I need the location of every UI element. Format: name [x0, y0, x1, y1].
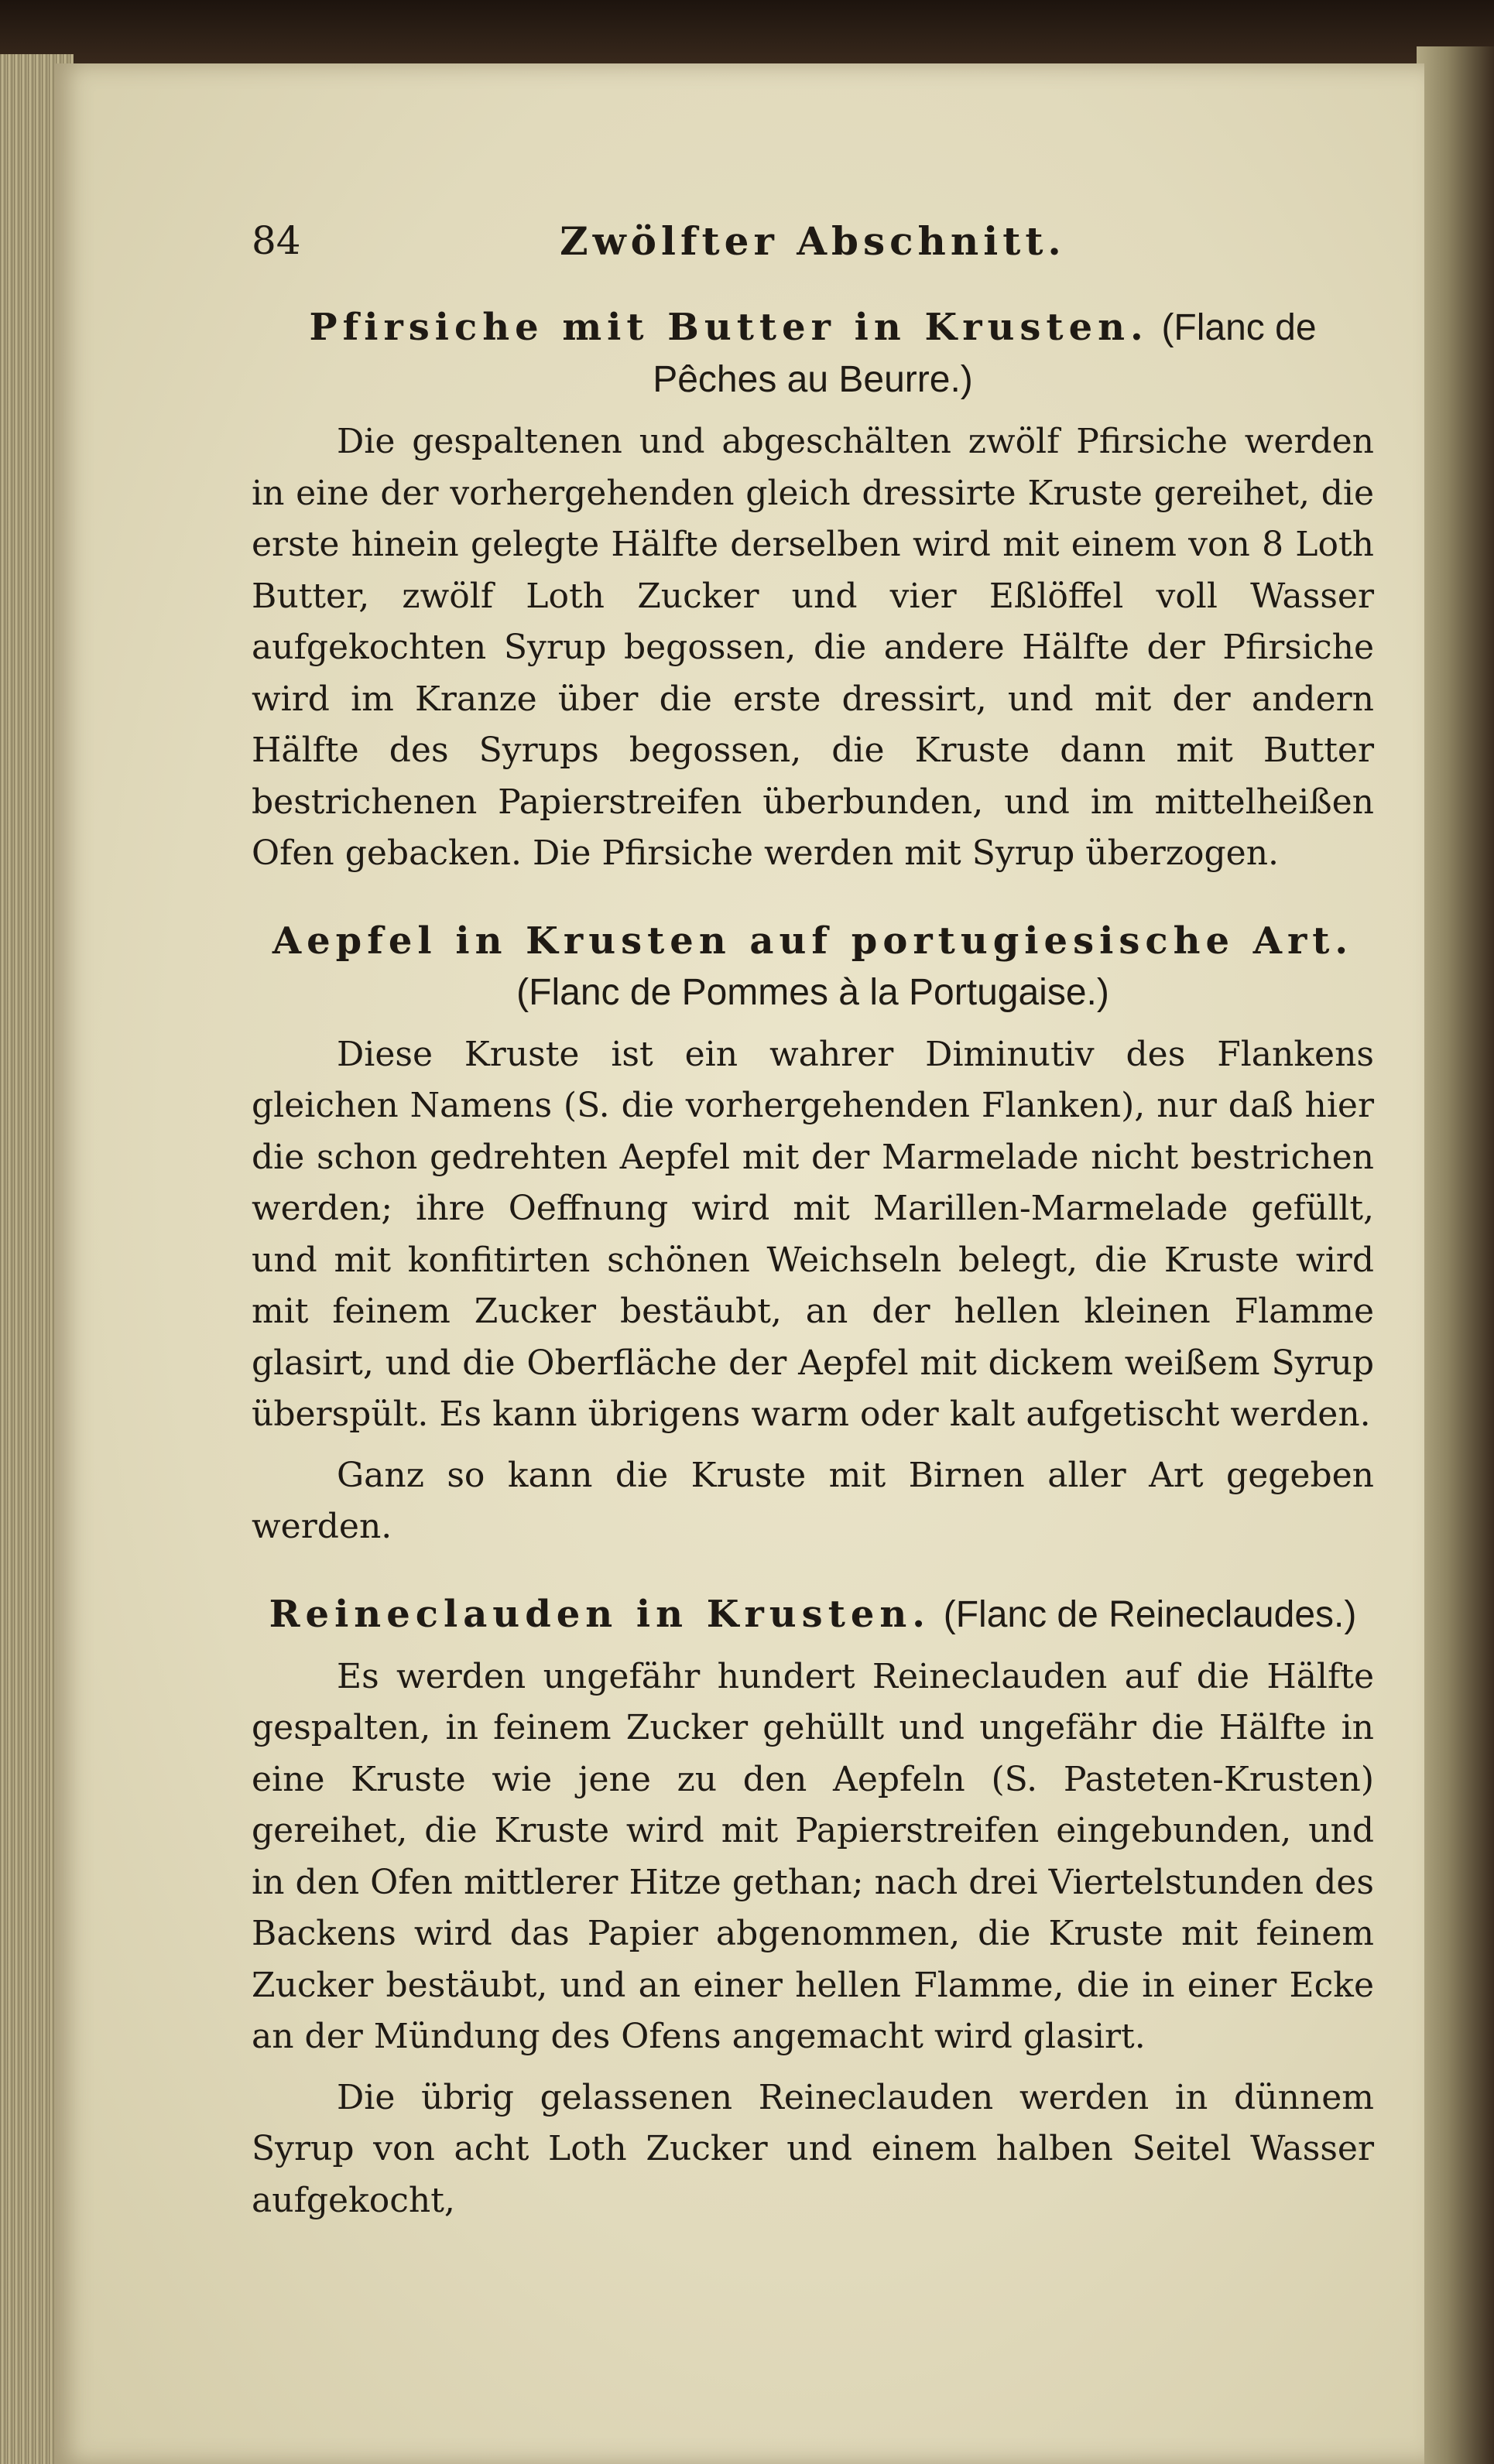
recipe-title [252, 915, 1374, 1018]
spacer [252, 1553, 1374, 1575]
spacer [252, 880, 1374, 902]
recipe-paragraph: Diese Kruste ist ein wahrer Diminutiv des Flankens gleichen Namens (S. die vorhergehenden Flanken), nur daß hier die schon gedrehten Aepfel mit der Marmelade nicht bestrichen werden; ihre Oeffnung wird mit Marillen-Marmelade gefüllt, und mit konfitirten schönen Weichseln belegt, die Kruste wird mit feinem Zucker bestäubt, an der hellen kleinen Flamme glasirt, und die Oberfläche der Aepfel mit dickem weißem Syrup überspült. Es kann übrigens warm oder kalt aufgetischt werden. [252, 1034, 1374, 1434]
recipe-greengages [252, 1589, 1374, 2227]
page-edge-right [1417, 46, 1494, 2464]
book-page [54, 63, 1424, 2464]
recipe-peaches [252, 302, 1374, 880]
page-number: 84 [252, 218, 301, 263]
recipe-title-german: Aepfel in Krusten auf portugiesische Art. [272, 919, 1354, 963]
recipe-title-french: (Flanc de Reineclaudes.) [943, 1593, 1357, 1635]
recipe-title [252, 302, 1374, 406]
recipe-title-german: Reineclauden in Krusten. [269, 1592, 931, 1636]
recipe-title-french: (Flanc de Pêches au Beurre.) [653, 307, 1317, 400]
spacer [252, 1441, 1374, 1450]
recipe-paragraph: Ganz so kann die Kruste mit Birnen aller Art gegeben werden. [252, 1455, 1374, 1546]
recipe-title [252, 1589, 1374, 1641]
running-head [252, 218, 1374, 288]
recipe-title-french: (Flanc de Pommes à la Portugaise.) [516, 971, 1109, 1013]
recipe-apples [252, 915, 1374, 1553]
page-content [252, 218, 1374, 2226]
spacer [252, 2063, 1374, 2072]
recipe-paragraph: Es werden ungefähr hundert Reineclauden auf die Hälfte gespalten, in feinem Zucker gehüllt und ungefähr die Hälfte in eine Kruste wie jene zu den Aepfeln (S. Pasteten-Krusten) gereihet, die Kruste wird mit Papierstreifen eingebunden, und in den Ofen mittlerer Hitze gethan; nach drei Viertelstunden des Backens wird das Papier abgenommen, die Kruste mit feinem Zucker bestäubt, und an einer hellen Flamme, die in einer Ecke an der Mündung des Ofens angemacht wird glasirt. [252, 1656, 1374, 2056]
recipe-paragraph: Die gespaltenen und abgeschälten zwölf Pfirsiche werden in eine der vorhergehenden gleich dressirte Kruste gereihet, die erste hinein gelegte Hälfte derselben wird mit einem von 8 Loth Butter, zwölf Loth Zucker und vier Eßlöffel voll Wasser aufgekochten Syrup begossen, die andere Hälfte der Pfirsiche wird im Kranze über die erste dressirt, und mit der andern Hälfte des Syrups begossen, die Kruste dann mit Butter bestrichenen Papierstreifen überbunden, und im mittelheißen Ofen gebacken. Die Pfirsiche werden mit Syrup überzogen. [252, 422, 1374, 873]
book-binding-top [0, 0, 1494, 70]
chapter-title: Zwölfter Abschnitt. [560, 218, 1066, 264]
recipe-paragraph: Die übrig gelassenen Reineclauden werden in dünnem Syrup von acht Loth Zucker und einem halben Seitel Wasser aufgekocht, [252, 2077, 1374, 2220]
recipe-title-german: Pfirsiche mit Butter in Krusten. [309, 306, 1149, 349]
